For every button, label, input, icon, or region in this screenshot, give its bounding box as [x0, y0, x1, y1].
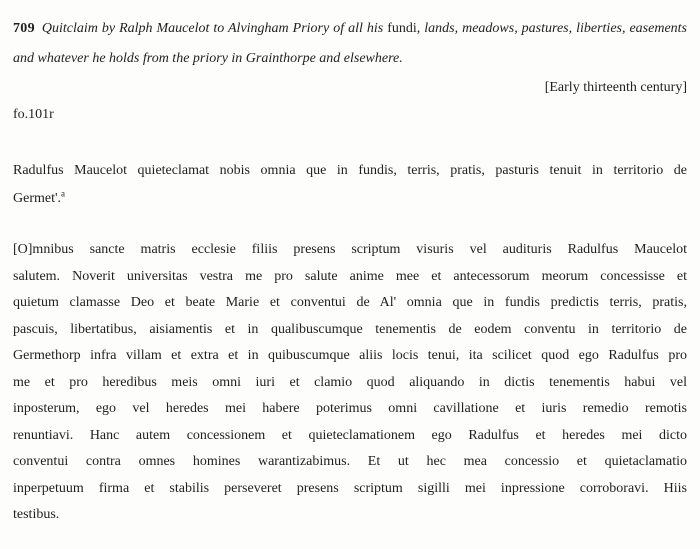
rubric-line-1: Radulfus Maucelot quieteclamat nobis omnia que in fundis, terris, pratis, pasturis tenuit in territorio de: [13, 163, 687, 178]
heading-italic-1: Quitclaim by Ralph Maucelot to Alvingham Priory of all his: [41, 21, 384, 36]
charter-text-line: conventui contra omnes homines warantizabimus. Et ut hec mea concessio et quietaclamatio: [13, 454, 687, 469]
charter-text-line: quietum clamasse Deo et beate Marie et conventui de Al' omnia que in fundis predictis terris, pratis,: [13, 295, 687, 310]
entry-number: 709: [13, 21, 35, 36]
heading-term-roman: fundi,: [387, 21, 421, 36]
date-note: [Early thirteenth century]: [544, 80, 687, 95]
charter-text-line: renuntiavi. Hanc autem concessionem et quieteclamationem ego Radulfus et heredes mei dicto: [13, 427, 687, 443]
charter-text-line: inperpetuum firma et stabilis perseveret presens scriptum sigilli mei inpressione corroboravi. Hiis: [13, 480, 687, 496]
charter-text-line: me et pro heredibus meis omni iuri et clamio quod aliquando in dictis tenementis habui vel: [13, 374, 687, 390]
footnote-marker: a: [61, 188, 66, 199]
folio-reference: fo.101r: [13, 107, 54, 122]
rubric: [13, 157, 687, 213]
charter-text-line: pascuis, libertatibus, aisiamentis et in qualibuscumque tenementis de eodem conventu in territorio de: [13, 321, 687, 337]
charter-text-line: inposterum, ego vel heredes mei habere poterimus omni cavillatione et iuris remedio remotis: [13, 401, 687, 416]
rubric-line-2: [13, 185, 687, 213]
charter-text-line: salutem. Noverit universitas vestra me pro salute anime mee et antecessorum meorum concessisse et: [13, 268, 687, 284]
charter-text-line: Germethorp infra villam et extra et in quibuscumque aliis locis tenui, ita scilicet quod ego Radulfus pro: [13, 348, 687, 363]
charter-text-line: testibus.: [13, 507, 60, 522]
rubric-place: Germet'.: [13, 191, 62, 206]
heading-italic-2: lands, meadows, pastures, liberties, easements and whatever he holds from the priory in Grainthorpe and elsewhere.: [13, 21, 688, 66]
charter-text-line: [O]mnibus sancte matris ecclesie filiis presens scriptum visuris vel audituris Radulfus Maucelot: [13, 242, 687, 257]
entry-heading: [13, 14, 687, 74]
charter-text: [13, 237, 687, 529]
